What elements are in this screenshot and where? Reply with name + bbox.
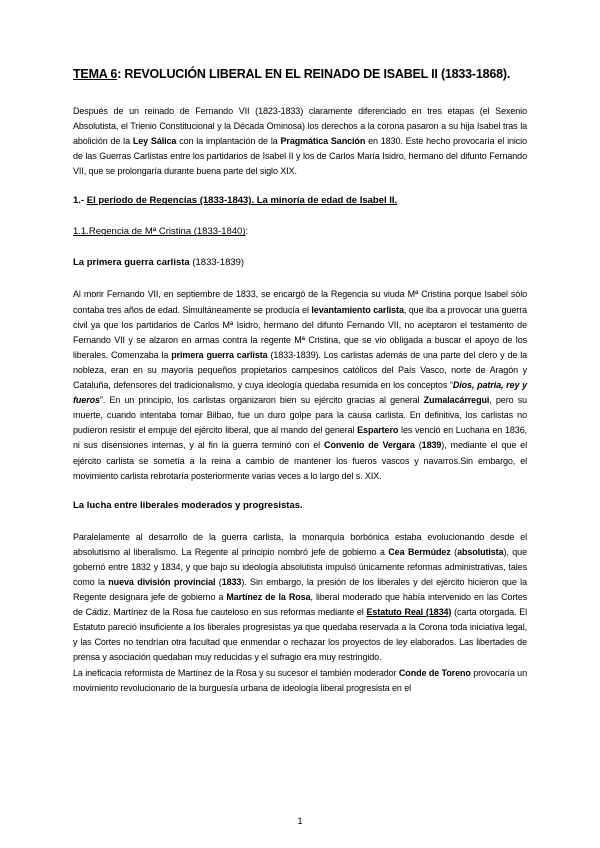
text-run: ). Sin embargo, la presión de los liberales y del ejército hicieron que la Regente designara jefe de gobierno a [73, 576, 527, 603]
bold-text-run: Dios, patria, rey y fueros [73, 380, 527, 406]
title-prefix: TEMA 6 [73, 67, 118, 81]
text-run: provocaría un movimiento revolucionario de la burguesía urbana de ideología liberal progresista en el [73, 667, 527, 693]
section-1-title: El período de Regencias (1833-1843). La minoría de edad de Isabel II. [86, 195, 398, 207]
text-run: , que iba a provocar una guerra civil ya que los partidarios de Carlos Mª Isidro, hermano del difunto Fernando VII, no aceptaron el testamento de Fernando VII y se alzaron en armas contra la regente Mª Cristina, que se vio obligada a buscar el apoyo de los liberales. Comenzaba la [73, 304, 528, 360]
text-run: ( [450, 546, 458, 557]
intro-paragraph [73, 104, 527, 179]
document-body [73, 66, 527, 696]
subsection-guerra-title: La primera guerra carlista [73, 257, 190, 269]
page-number: 1 [297, 816, 303, 826]
page-title [73, 66, 527, 82]
bold-text-run: 1839 [421, 440, 442, 451]
section-1-number: 1.- [73, 195, 87, 207]
text-run: La ineficacia reformista de Martínez de la Rosa y su sucesor el también moderador [73, 667, 399, 678]
toreno-paragraph [73, 666, 527, 696]
text-run: Después de un reinado de Fernando VII (1823-1833) claramente diferenciado en tres etapas (el Sexenio Absolutista, el Trienio Constitucional y la Década Ominosa) los derechos a la corona pasaron a su hija Isabel tras la abolición de la [73, 106, 527, 147]
bold-text-run: Ley Sálica [132, 136, 177, 147]
bold-text-run: Conde de Toreno [398, 667, 471, 678]
bold-text-run: Cea Bermúdez [388, 546, 451, 557]
text-run: Paralelamente al desarrollo de la guerra carlista, la monarquía borbónica estaba evolucionando desde el absolutismo al liberalismo. La Regente al principio nombró jefe de gobierno a [73, 531, 527, 557]
lucha-paragraph [73, 530, 527, 666]
bold-text-run: nueva división provincial [108, 576, 216, 587]
subsection-guerra-heading [73, 256, 527, 270]
text-run: ( [414, 440, 422, 451]
bold-text-run: primera guerra carlista [171, 349, 268, 360]
bold-text-run: 1833 [221, 576, 242, 587]
text-run: con la implantación de la [176, 136, 281, 147]
section-1-1-suffix: : [245, 226, 249, 238]
text-run: les venció en Luchana en 1836, ni sus disensiones internas, y al fin la guerra terminó con el [73, 425, 527, 451]
subsection-lucha-heading: La lucha entre liberales moderados y progresistas. [73, 499, 303, 511]
text-run: (1833-1839). Los carlistas además de una parte del clero y de la nobleza, eran en su mayoría pequeños propietarios campesinos católicos del País Vasco, norte de Aragón y Cataluña, defensores del tradicionalismo, y cuya ideología quedaba resumida en los conceptos “ [73, 349, 527, 391]
bold-text-run: levantamiento carlista [311, 304, 404, 315]
section-1-heading [73, 194, 527, 208]
bold-text-run: Estatuto Real (1834) [366, 607, 452, 618]
text-run: ”. En un principio, los carlistas organizaron bien su ejército gracias al general [99, 395, 424, 406]
text-run: , pero su muerte, cuando intentaba tomar Bilbao, fue un duro golpe para la causa carlista. En definitiva, los carlistas no pudieron resistir el empuje del ejército liberal, que al mando del general [73, 395, 527, 436]
bold-text-run: Pragmática Sanción [280, 136, 366, 147]
bold-text-run: Espartero [357, 425, 399, 436]
bold-text-run: absolutista [457, 546, 504, 557]
bold-text-run: Zumalacárregui [423, 395, 490, 406]
text-run: en 1830. Este hecho provocaría el inicio de las Guerras Carlistas entre los partidarios de Isabel II y los de Carlos María Isidro, hermano del difunto Fernando VII, que se prolongaría durante buena parte del siglo XIX. [73, 136, 527, 177]
text-run: (carta otorgada. El Estatuto pareció insuficiente a los liberales progresistas ya que quedaba reservada a la Corona toda iniciativa legal, y las Cortes no tendrían otra facultad que enmendar o rechazar los proyectos de ley elaborados. Las libertades de prensa y asociación quedaban muy reducidas y el sufragio era muy restringido. [73, 607, 527, 663]
text-run: ( [215, 576, 222, 587]
subsection-guerra-dates: (1833-1839) [189, 257, 245, 269]
guerra-paragraph [73, 287, 527, 483]
bold-text-run: Convenio de Vergara [324, 440, 415, 451]
title-rest: : REVOLUCIÓN LIBERAL EN EL REINADO DE ISABEL II (1833-1868). [117, 67, 511, 81]
text-run: ), que gobernó entre 1832 y 1834, y que bajo su ideología absolutista impulsó únicamente reformas administrativas, tales como la [73, 546, 527, 587]
section-1-1-heading [73, 225, 527, 239]
text-run: ), mediante el que el ejército carlista se sometía a la reina a cambio de mantener los fueros vascos y navarros.Sin embargo, el movimiento carlista rebrotaría posteriormente varias veces a lo largo del s. XIX. [73, 440, 527, 481]
text-run: Al morir Fernando VII, en septiembre de 1833, se encargó de la Regencia su viuda Mª Cristina porque Isabel sólo contaba tres años de edad. Simultáneamente se producía el [73, 289, 527, 315]
bold-text-run: Martínez de la Rosa [226, 592, 311, 603]
section-1-1-title: 1.1.Regencia de Mª Cristina (1833-1840) [73, 226, 246, 238]
text-run: , liberal moderado que había intervenido en las Cortes de Cádiz. Martínez de la Rosa fue cauteloso en sus reformas mediante el [73, 592, 527, 618]
